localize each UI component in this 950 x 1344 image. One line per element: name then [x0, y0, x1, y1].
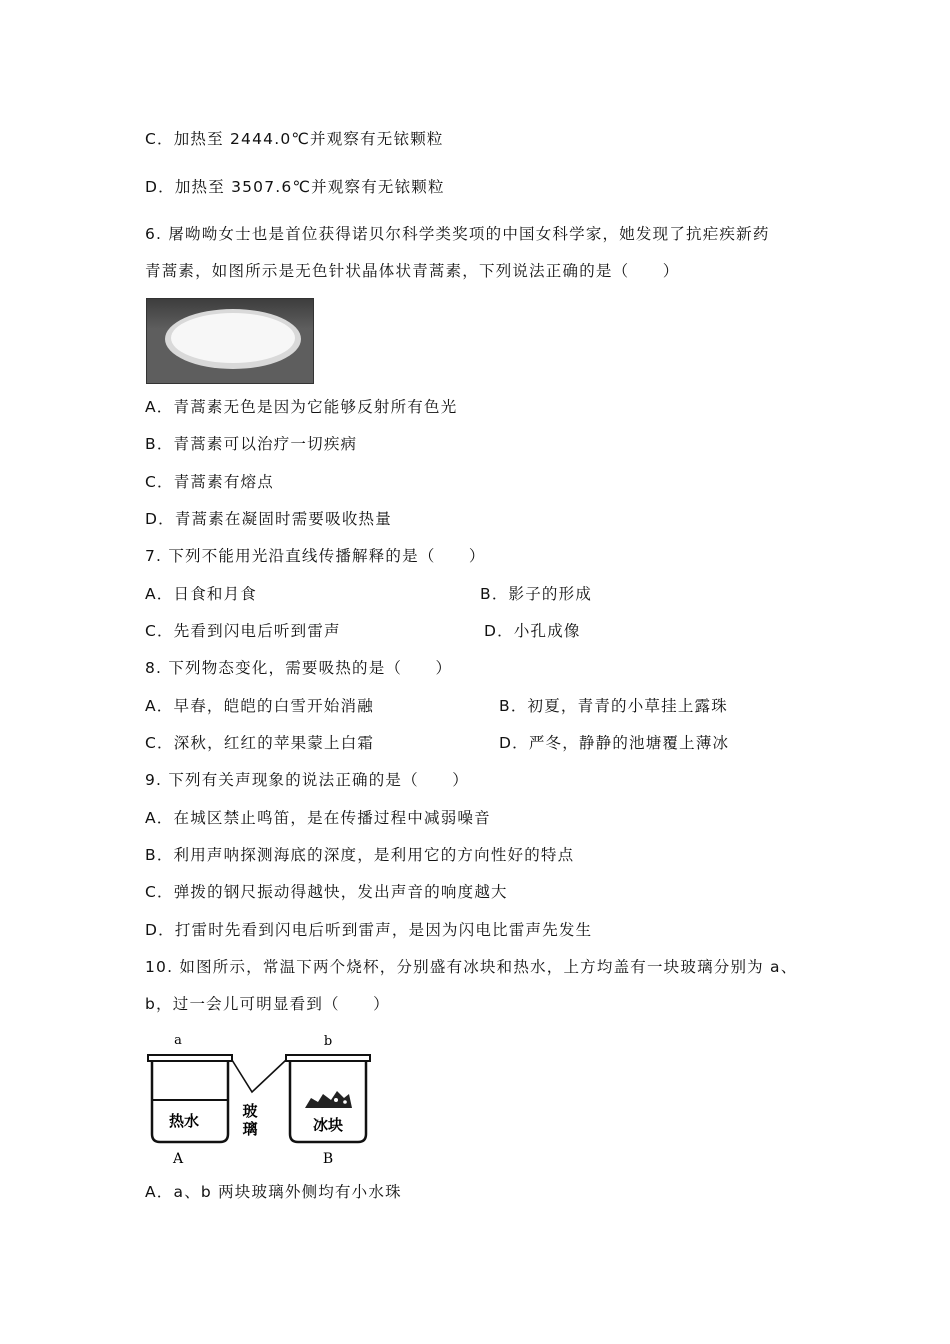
- q9-option-a: A．在城区禁止鸣笛，是在传播过程中减弱噪音: [145, 809, 491, 827]
- q9-option-c: C．弹拨的钢尺振动得越快，发出声音的响度越大: [145, 883, 508, 901]
- q7-option-a: A．日食和月食: [145, 585, 258, 603]
- q6-option-d: D．青蒿素在凝固时需要吸收热量: [145, 510, 392, 528]
- q9-option-d: D．打雷时先看到闪电后听到雷声，是因为闪电比雷声先发生: [145, 921, 593, 939]
- glass-connector: [232, 1060, 286, 1092]
- q6-option-b: B．青蒿素可以治疗一切疾病: [145, 435, 358, 453]
- q10-stem-line1: 10. 如图所示，常温下两个烧杯，分别盛有冰块和热水，上方均盖有一块玻璃分别为 a、: [145, 958, 798, 976]
- q6-stem-line1: 6. 屠呦呦女士也是首位获得诺贝尔科学类奖项的中国女科学家，她发现了抗疟疾新药: [145, 225, 770, 243]
- q10-stem-line2: b，过一会儿可明显看到（ ）: [145, 995, 390, 1013]
- q9-option-b: B．利用声呐探测海底的深度，是利用它的方向性好的特点: [145, 846, 575, 864]
- q8-option-b: B．初夏，青青的小草挂上露珠: [499, 697, 728, 715]
- q8-option-a: A．早春，皑皑的白雪开始消融: [145, 697, 374, 715]
- q8-option-d: D．严冬，静静的池塘覆上薄冰: [499, 734, 730, 752]
- beakers-diagram: [140, 1030, 380, 1170]
- glass-label-char2: 璃: [242, 1120, 258, 1138]
- ice-label: 冰块: [312, 1116, 344, 1134]
- q8-option-c: C．深秋，红红的苹果蒙上白霜: [145, 734, 375, 752]
- glass-label-char1: 玻: [242, 1102, 258, 1120]
- glass-plate-a: [148, 1055, 232, 1061]
- q6-option-c: C．青蒿素有熔点: [145, 473, 274, 491]
- q10-option-a: A．a、b 两块玻璃外侧均有小水珠: [145, 1183, 402, 1201]
- q7-option-d: D．小孔成像: [484, 622, 581, 640]
- q7-option-c: C．先看到闪电后听到雷声: [145, 622, 341, 640]
- q9-stem: 9. 下列有关声现象的说法正确的是（ ）: [145, 771, 469, 789]
- beaker-label-b: B: [322, 1151, 334, 1167]
- ice-chunks: [305, 1091, 352, 1108]
- q5-option-c: C．加热至 2444.0℃并观察有无铱颗粒: [145, 130, 444, 148]
- beaker-a: [152, 1062, 228, 1142]
- q6-option-a: A．青蒿素无色是因为它能够反射所有色光: [145, 398, 458, 416]
- q5-option-d: D．加热至 3507.6℃并观察有无铱颗粒: [145, 178, 445, 196]
- beaker-label-a: A: [172, 1151, 184, 1167]
- q6-stem-line2: 青蒿素，如图所示是无色针状晶体状青蒿素，下列说法正确的是（ ）: [145, 262, 680, 280]
- q7-option-b: B．影子的形成: [480, 585, 593, 603]
- artemisinin-crystal-photo: [146, 298, 314, 384]
- q8-stem: 8. 下列物态变化，需要吸热的是（ ）: [145, 659, 453, 677]
- hot-water-label: 热水: [168, 1112, 200, 1130]
- q7-stem: 7. 下列不能用光沿直线传播解释的是（ ）: [145, 547, 486, 565]
- glass-plate-b: [286, 1055, 370, 1061]
- glass-label-b: b: [323, 1034, 333, 1049]
- glass-label-a: a: [174, 1033, 182, 1048]
